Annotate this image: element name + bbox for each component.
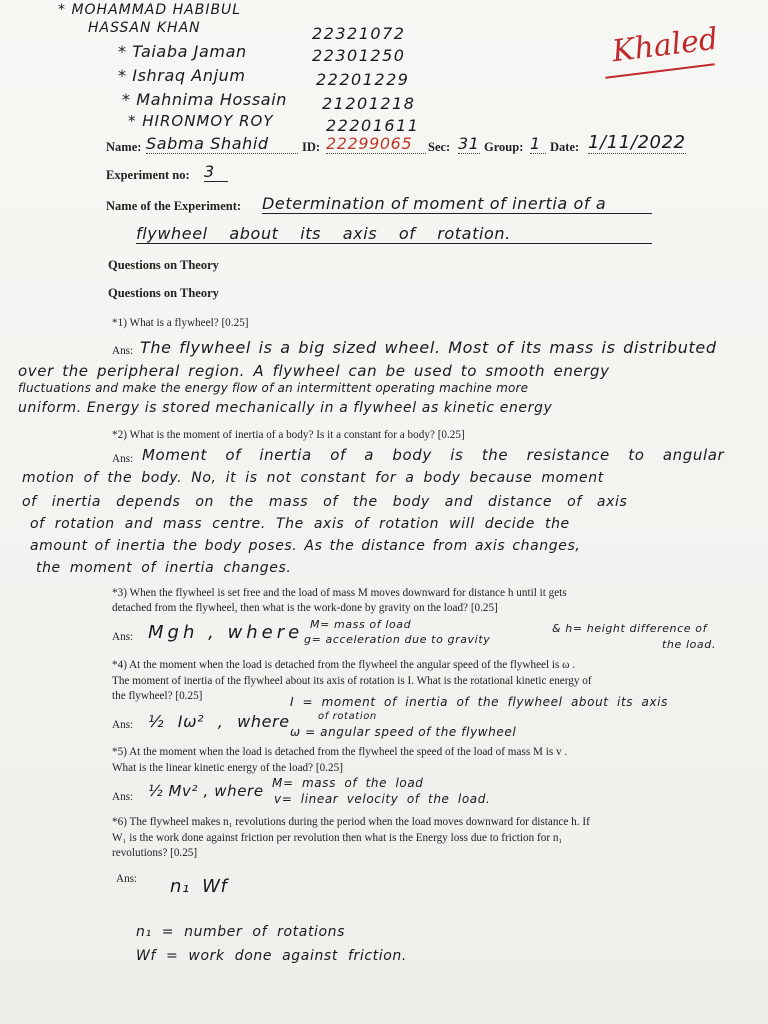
answer-line: the moment of inertia changes. bbox=[36, 560, 292, 576]
answer-line: of inertia depends on the mass of the body and distance of axis bbox=[22, 494, 628, 510]
question-text: *3) When the flywheel is set free and the load of mass M moves downward for distance h until it gets bbox=[112, 587, 567, 599]
name-value: Sabma Shahid bbox=[146, 134, 298, 154]
section-title: Questions on Theory bbox=[108, 286, 219, 300]
experiment-name-label: Name of the Experiment: bbox=[106, 199, 242, 213]
member-name: * HIRONMOY ROY bbox=[128, 112, 274, 130]
answer-line: amount of inertia the body poses. As the distance from axis changes, bbox=[30, 538, 581, 554]
question-text: *4) At the moment when the load is detached from the flywheel the angular speed of the flywheel is ω . bbox=[112, 659, 576, 671]
question-text: the flywheel? [0.25] bbox=[112, 690, 203, 702]
question-text: revolutions? [0.25] bbox=[112, 847, 198, 859]
question-text: What is the linear kinetic energy of the load? [0.25] bbox=[112, 762, 343, 774]
answer-line: Moment of inertia of a body is the resistance to angular bbox=[142, 446, 725, 464]
group-label: Group: bbox=[484, 140, 524, 154]
answer-note: I = moment of inertia of the flywheel about its axis bbox=[290, 695, 668, 709]
group-value: 1 bbox=[530, 134, 546, 154]
sec-label: Sec: bbox=[428, 140, 451, 154]
section-title: Questions on Theory bbox=[108, 258, 219, 272]
answer-label: Ans: bbox=[112, 631, 134, 643]
answer-label: Ans: bbox=[112, 345, 134, 357]
answer-note: n₁ = number of rotations bbox=[136, 924, 346, 940]
answer-formula: ½ Mv² , where bbox=[148, 782, 264, 800]
answer-line: The flywheel is a big sized wheel. Most of its mass is distributed bbox=[140, 338, 717, 357]
answer-label: Ans: bbox=[112, 453, 134, 465]
answer-note: Wf = work done against friction. bbox=[136, 948, 407, 964]
question-text: *5) At the moment when the load is detached from the flywheel the speed of the load of mass M is v . bbox=[112, 746, 568, 758]
answer-note: M= mass of the load bbox=[272, 776, 424, 790]
answer-note: g= acceleration due to gravity bbox=[304, 633, 491, 646]
answer-note: & h= height difference of bbox=[552, 622, 708, 635]
question-text: *1) What is a flywheel? [0.25] bbox=[112, 317, 249, 329]
id-value: 22299065 bbox=[326, 134, 426, 154]
answer-note: v= linear velocity of the load. bbox=[274, 792, 491, 806]
sec-value: 31 bbox=[458, 134, 480, 153]
answer-label: Ans: bbox=[116, 873, 138, 885]
answer-note: M= mass of load bbox=[310, 618, 412, 631]
member-name: * Ishraq Anjum bbox=[118, 66, 246, 85]
member-id: 22301250 bbox=[312, 46, 406, 65]
date-label: Date: bbox=[550, 140, 580, 154]
question-text: *2) What is the moment of inertia of a body? Is it a constant for a body? [0.25] bbox=[112, 429, 465, 441]
id-label: ID: bbox=[302, 140, 321, 154]
answer-line: motion of the body. No, it is not constant for a body because moment bbox=[22, 470, 604, 486]
member-name: * Mahnima Hossain bbox=[122, 90, 287, 109]
answer-note: ω = angular speed of the flywheel bbox=[290, 725, 517, 739]
grader-signature: Khaled bbox=[610, 21, 720, 70]
member-id: 21201218 bbox=[322, 94, 416, 113]
answer-line: of rotation and mass centre. The axis of rotation will decide the bbox=[30, 516, 570, 532]
answer-line: uniform. Energy is stored mechanically in a flywheel as kinetic energy bbox=[18, 400, 553, 416]
answer-label: Ans: bbox=[112, 719, 134, 731]
date-value: 1/11/2022 bbox=[588, 132, 686, 153]
question-text: detached from the flywheel, then what is the work-done by gravity on the load? [0.25] bbox=[112, 602, 498, 614]
answer-line: over the peripheral region. A flywheel can be used to smooth energy bbox=[18, 362, 610, 380]
experiment-name-line1: Determination of moment of inertia of a bbox=[262, 194, 652, 214]
answer-formula: ½ Iω² , where bbox=[148, 712, 290, 731]
question-text: *6) The flywheel makes n₁ revolutions during the period when the load moves downward for distance h. If bbox=[112, 816, 590, 828]
answer-note: the load. bbox=[662, 638, 716, 651]
member-id: 22321072 bbox=[312, 24, 406, 43]
question-text: The moment of inertia of the flywheel about its axis of rotation is I. What is the rotational kinetic energy of bbox=[112, 675, 592, 687]
experiment-no-value: 3 bbox=[204, 162, 228, 182]
answer-formula: n₁ Wf bbox=[170, 876, 228, 897]
answer-line: fluctuations and make the energy flow of an intermittent operating machine more bbox=[18, 381, 529, 395]
experiment-name-line2: flywheel about its axis of rotation. bbox=[136, 224, 652, 244]
answer-note: of rotation bbox=[318, 711, 377, 722]
member-id: 22201229 bbox=[316, 70, 410, 89]
answer-formula: Mgh , where bbox=[148, 622, 304, 643]
answer-label: Ans: bbox=[112, 791, 134, 803]
name-label: Name: bbox=[106, 140, 142, 154]
member-name: * MOHAMMAD HABIBUL bbox=[58, 2, 242, 18]
member-name: HASSAN KHAN bbox=[88, 20, 201, 36]
member-id: 22201611 bbox=[326, 116, 420, 135]
member-name: * Taiaba Jaman bbox=[118, 42, 247, 61]
experiment-no-label: Experiment no: bbox=[106, 168, 190, 182]
question-text: W₁ is the work done against friction per revolution then what is the Energy loss due to friction for n₁ bbox=[112, 832, 563, 844]
